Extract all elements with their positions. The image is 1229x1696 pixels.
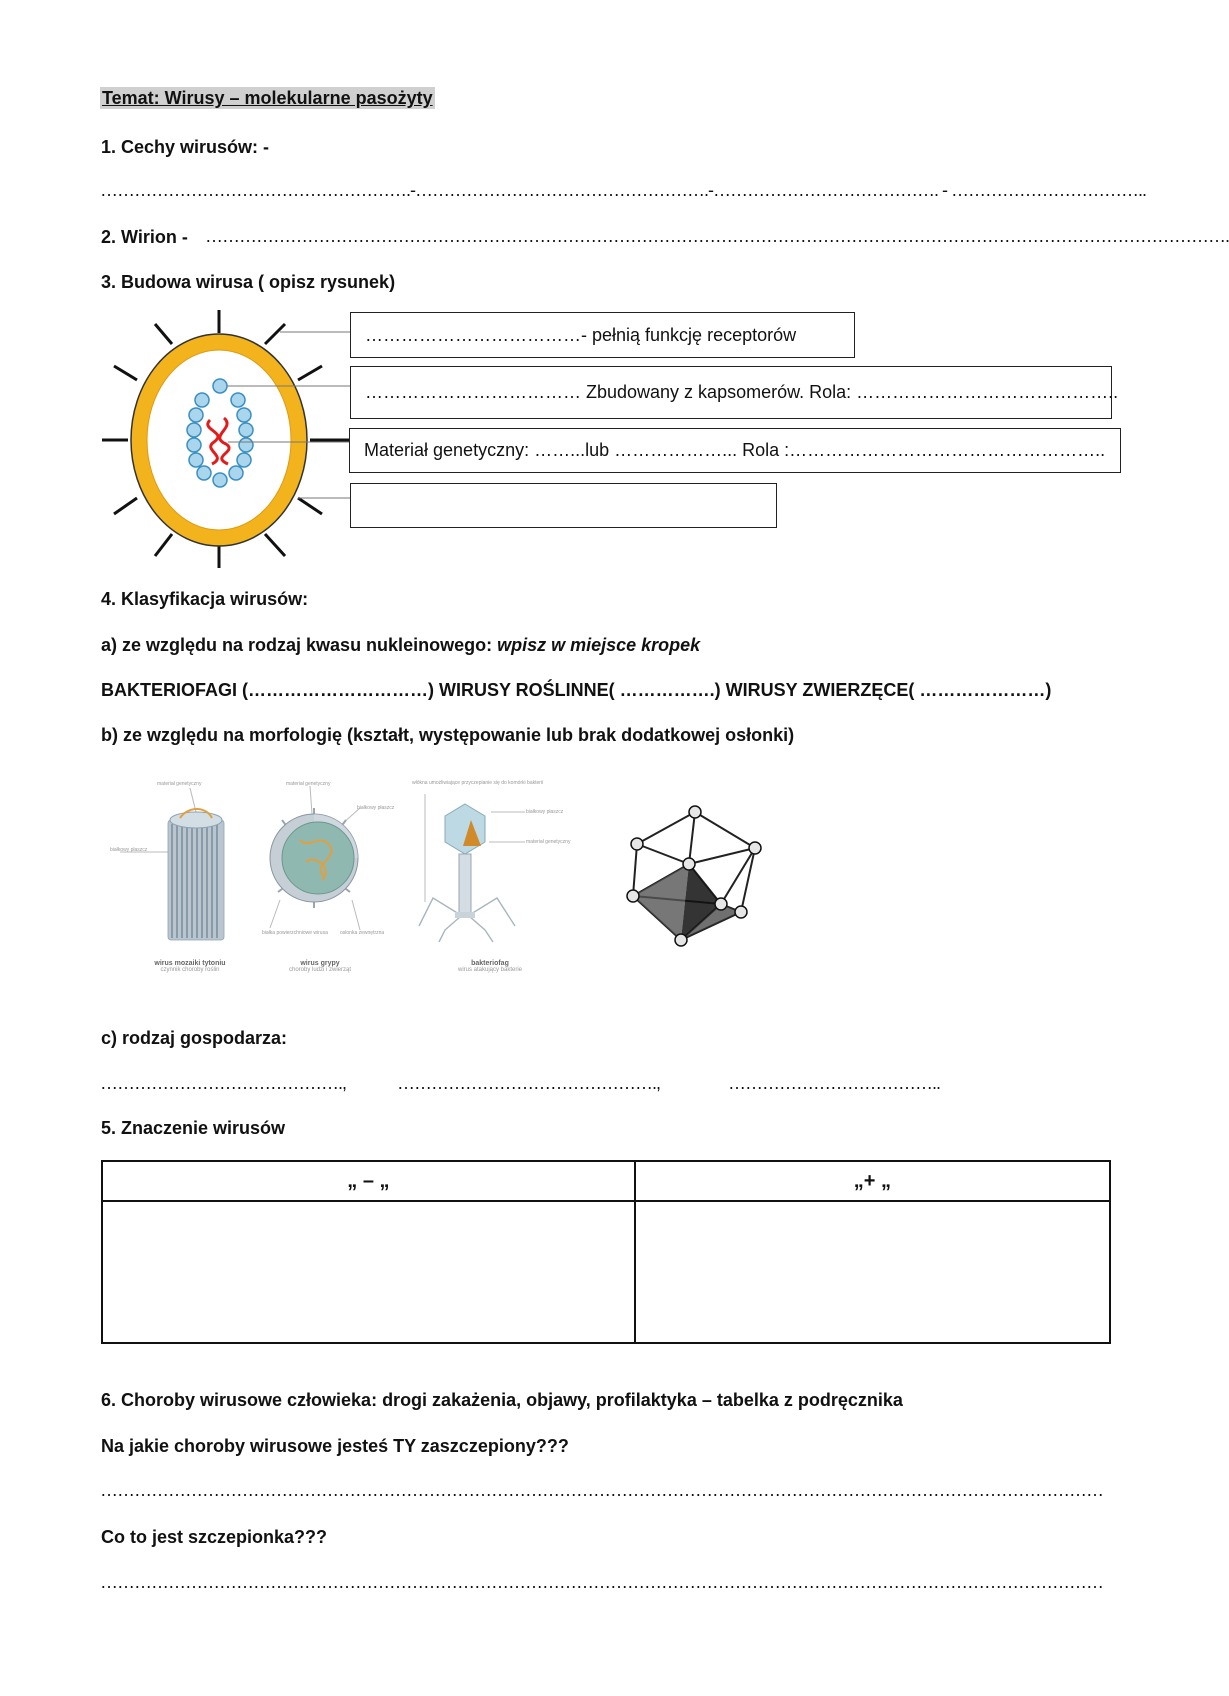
flu-label-genetic: materiał genetyczny	[286, 781, 331, 787]
flu-label-envelope: osłonka zewnętrzna	[340, 930, 385, 936]
q4c-label: c) rodzaj gospodarza:	[101, 1028, 288, 1048]
page-title: Temat: Wirusy – molekularne pasożyty	[102, 88, 433, 108]
q4a-line	[101, 635, 700, 656]
receptor-answer-box[interactable]: ………………………………- pełnią funkcję receptorów	[350, 312, 855, 358]
q4a-label: a) ze względu na rodzaj kwasu nukleinowego:	[101, 635, 493, 655]
q4a-hint: wpisz w miejsce kropek	[497, 635, 701, 655]
table-header-negative: „ – „	[102, 1161, 635, 1201]
phage-label-fibers: włókna umożliwiające przyczepianie się do komórki bakterii	[412, 780, 544, 786]
phage-label-genetic: materiał genetyczny	[526, 839, 571, 845]
table-header-positive: „+ „	[635, 1161, 1110, 1201]
virus-structure-diagram	[100, 310, 360, 570]
positive-answer-cell[interactable]	[635, 1201, 1110, 1343]
vaccination-answer-line[interactable]: ……………………………………………………………………………………………………………………………………………………………	[100, 1480, 1103, 1500]
negative-answer-cell[interactable]	[102, 1201, 635, 1343]
q4a-answer-line[interactable]: BAKTERIOFAGI (…………………………) WIRUSY ROŚLINNE( …………….) WIRUSY ZWIERZĘCE( …………………)	[101, 680, 1052, 700]
host-answer-1[interactable]: …………………………………….,	[100, 1073, 347, 1093]
tmv-label-coat: białkowy płaszcz	[110, 847, 148, 853]
tmv-label-genetic: materiał genetyczny	[157, 781, 202, 787]
tobacco-mosaic-virus-image	[110, 780, 240, 950]
flu-label-coat: białkowy płaszcz	[357, 805, 395, 811]
q2-label: 2. Wirion -	[101, 227, 188, 247]
q1-label: 1. Cechy wirusów: -	[101, 137, 270, 157]
vaccine-definition-answer-line[interactable]: ……………………………………………………………………………………………………………………………………………………………	[100, 1572, 1103, 1592]
phage-caption: bakteriofag wirus atakujący bakterie	[457, 960, 523, 973]
bacteriophage-image	[405, 780, 585, 950]
q2-answer-line[interactable]: ……………………………………………………………………………………………………………………………………………………………….	[205, 226, 1229, 246]
flu-label-surface: białka powierzchniowe wirusa	[262, 930, 328, 936]
host-answer-3[interactable]: ………………………………..	[728, 1073, 941, 1093]
q4b-label: b) ze względu na morfologię (kształt, występowanie lub brak dodatkowej osłonki)	[101, 725, 795, 745]
vaccine-definition-question: Co to jest szczepionka???	[101, 1527, 328, 1547]
q5-label: 5. Znaczenie wirusów	[101, 1118, 286, 1138]
q4-label: 4. Klasyfikacja wirusów:	[101, 589, 309, 609]
flu-caption: wirus grypy choroby ludzi i zwierząt	[288, 960, 352, 973]
genetic-material-answer-box[interactable]: Materiał genetyczny: ……...lub ………………... Rola :……………………………………………..	[349, 428, 1121, 473]
tmv-caption: wirus mozaiki tytoniu czynnik choroby roślin	[154, 960, 226, 973]
q1-answer-line[interactable]: ……………………………………………….-…………………………………………….-…………………………………. - ……………………………..	[100, 180, 1146, 200]
virus-significance-table	[101, 1160, 1111, 1344]
envelope-answer-box[interactable]	[350, 483, 777, 528]
host-answer-2[interactable]: ……………………………………….,	[397, 1073, 661, 1093]
q6-label: 6. Choroby wirusowe człowieka: drogi zakażenia, objawy, profilaktyka – tabelka z podręcznika	[101, 1390, 903, 1410]
phage-label-coat: białkowy płaszcz	[526, 809, 564, 815]
vaccination-question: Na jakie choroby wirusowe jesteś TY zaszczepiony???	[101, 1436, 569, 1456]
icosahedral-virus-image	[615, 800, 775, 950]
q3-label: 3. Budowa wirusa ( opisz rysunek)	[101, 272, 396, 292]
capsid-answer-box[interactable]: ……………………………… Zbudowany z kapsomerów. Rola: ……………………………………..	[350, 366, 1112, 419]
